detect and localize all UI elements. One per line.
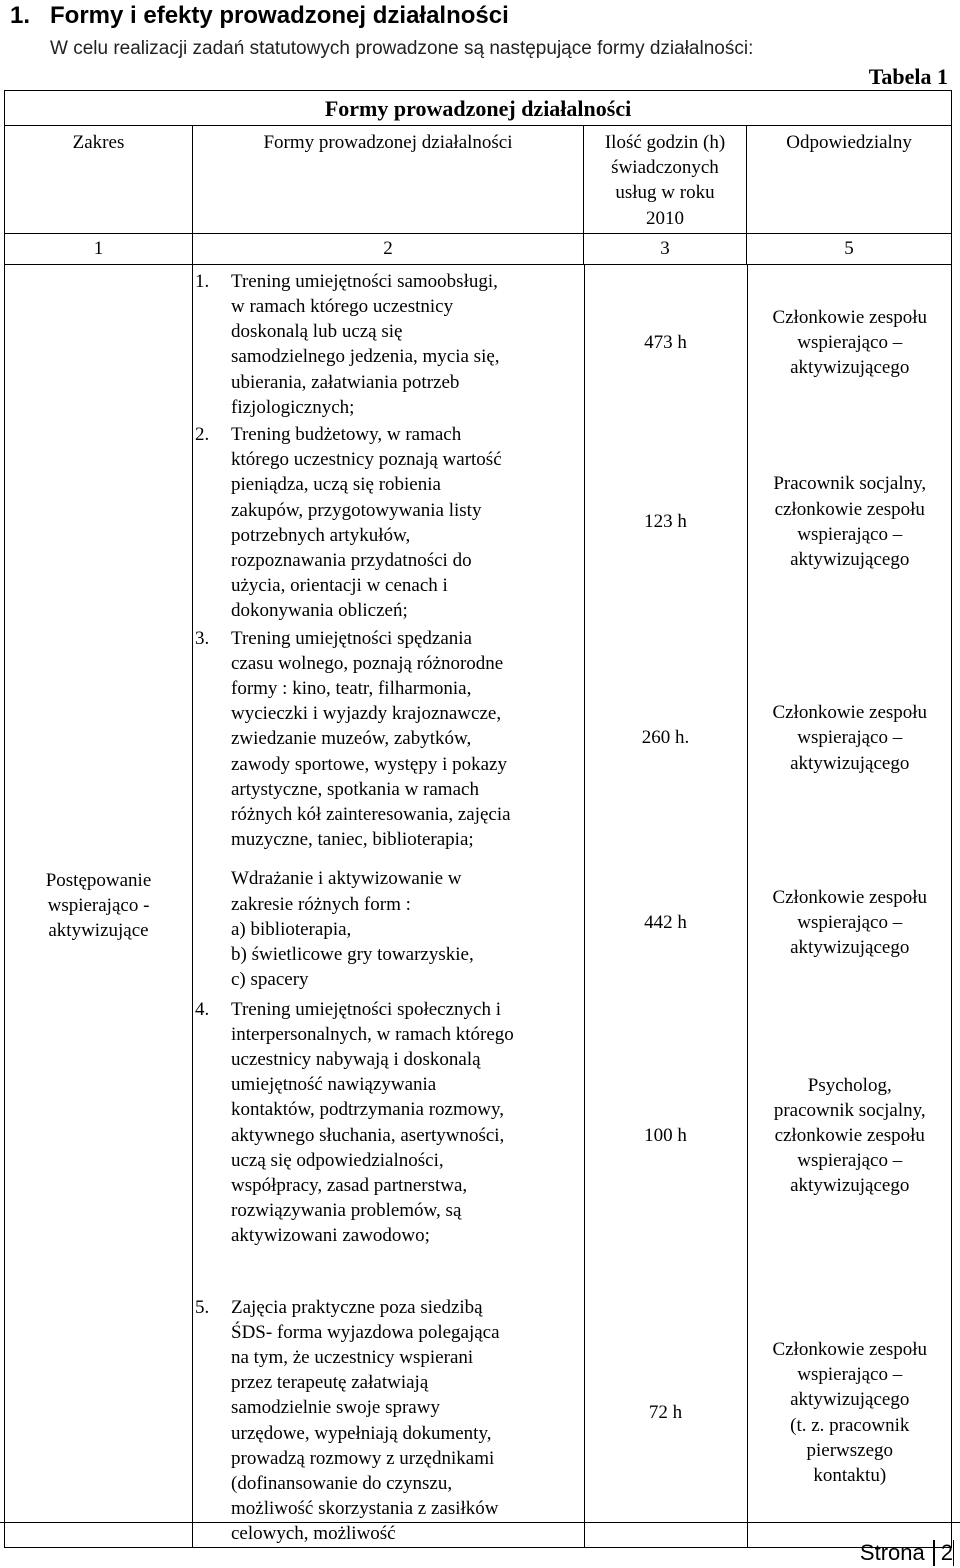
footer-rule [0,1522,960,1523]
item-text-line: prowadzą rozmowy z urzędnikami [231,1447,495,1469]
activities-list [193,265,952,1547]
hours-value: 473 h [584,265,747,420]
item-text-line: Trening umiejętności społecznych i [231,998,501,1020]
table-row [193,265,952,420]
item-text-line: aktywizowani zawodowo; [231,1225,430,1247]
item-text-line: interpersonalnych, w ramach którego [231,1023,514,1045]
list-item [193,997,584,1249]
table-caption: Formy prowadzonej działalności [5,91,952,126]
item-text-line: fizjologicznych; [231,396,355,418]
responsible-value [747,993,952,1279]
item-text-line: potrzebnych artykułów, [231,524,411,546]
table-header-row [5,126,952,234]
item-text-line: formy : kino, teatr, filharmonia, [231,678,472,700]
list-item [193,422,584,624]
item-text-line: którego uczestnicy poznają wartość [231,449,502,471]
item-text-line: pieniądza, uczą się robienia [231,474,441,496]
list-item [193,269,584,420]
activities-table [4,90,952,1548]
header-odpowiedzialny: Odpowiedzialny [747,126,952,234]
responsible-value [747,420,952,624]
section-heading [10,2,509,30]
item-text-line: na tym, że uczestnicy wspierani [231,1346,474,1368]
activity-description [193,265,584,420]
responsible-line: Psycholog, [807,1074,892,1096]
responsible-line: członkowie zespołu [774,498,925,520]
page-number: 2 [933,1540,953,1566]
column-number: 5 [747,233,952,264]
item-text [231,1295,584,1547]
responsible-line: wspierająco – [797,1364,903,1386]
section-title: Formy i efekty prowadzonej działalności [50,2,509,29]
item-text-line: w ramach którego uczestnicy [231,296,454,318]
responsible-line: wspierająco – [797,331,903,353]
item-text-line: kontaktów, podtrzymania rozmowy, [231,1099,504,1121]
item-text-line: b) świetlicowe gry towarzyskie, [231,944,474,966]
hours-value: 72 h [584,1279,747,1547]
item-text-line: celowych, możliwość [231,1523,396,1545]
responsible-line: Członkowie zespołu [772,306,928,328]
item-number: 4. [195,998,210,1020]
activity-description [193,420,584,624]
list-item [193,626,584,853]
responsible-line: kontaktu) [813,1464,887,1486]
item-text-line: doskonalą lub uczą się [231,321,403,343]
header-zakres: Zakres [5,126,193,234]
item-text-line: uczą się odpowiedzialności, [231,1149,444,1171]
responsible-line: pracownik socjalny, [773,1099,926,1121]
item-text-line: wycieczki i wyjazdy krajoznawcze, [231,703,502,725]
item-text-line: różnych kół zainteresowania, zajęcia [231,804,511,826]
responsible-line: pierwszego [806,1439,894,1461]
item-text-line: umiejętność nawiązywania [231,1074,437,1096]
activity-description [193,1279,584,1547]
item-text-line: muzyczne, taniec, biblioterapia; [231,829,474,851]
responsible-line: wspierająco – [797,911,903,933]
header-godziny-line: 2010 [646,207,684,229]
page-label: Strona [859,1540,925,1565]
item-text-line: Wdrażanie i aktywizowanie w [231,868,462,890]
table-row [193,624,952,853]
item-text-line: ubierania, załatwiania potrzeb [231,371,460,393]
zakres-line: wspierająco - [47,895,150,917]
item-text-line: urzędowe, wypełniają dokumenty, [231,1422,492,1444]
responsible-line: aktywizującego [790,549,910,571]
table-label: Tabela 1 [868,64,948,89]
item-number: 5. [195,1296,210,1318]
responsible-line: wspierająco – [797,1150,903,1172]
table-row [193,1279,952,1547]
hours-value: 260 h. [584,624,747,853]
item-text-line: rozpoznawania przydatności do [231,550,472,572]
activity-description [193,993,584,1279]
intro-text: W celu realizacji zadań statutowych prowadzone są następujące formy działalności: [50,38,754,59]
hours-value: 442 h [584,852,747,992]
table-row [193,852,952,992]
page-footer [860,1540,954,1566]
header-formy: Formy prowadzonej działalności [193,126,584,234]
table-row [193,993,952,1279]
hours-value: 100 h [584,993,747,1279]
responsible-line: aktywizującego [790,357,910,379]
item-text-line: Trening umiejętności spędzania [231,627,472,649]
activities-rows [193,265,952,1547]
header-godziny-line: świadczonych [611,157,719,179]
item-number: 1. [195,270,210,292]
responsible-line: Członkowie zespołu [772,1338,928,1360]
responsible-line: (t. z. pracownik [790,1414,910,1436]
item-text [231,626,584,853]
item-text [231,422,584,624]
responsible-value [747,852,952,992]
responsible-line: wspierająco – [797,523,903,545]
responsible-line: aktywizującego [790,1175,910,1197]
item-text-line: zwiedzanie muzeów, zabytków, [231,728,472,750]
item-text-line: użycia, orientacji w cenach i [231,575,448,597]
item-text-line: ŚDS- forma wyjazdowa polegająca [231,1321,500,1343]
table-row [193,420,952,624]
activity-description [193,624,584,853]
item-text-line: możliwość skorzystania z zasiłków [231,1498,499,1520]
responsible-line: Pracownik socjalny, [773,473,927,495]
column-number: 1 [5,233,193,264]
zakres-line: Postępowanie [45,869,152,891]
item-text-line: artystyczne, spotkania w ramach [231,778,479,800]
responsible-value [747,265,952,420]
table-body-row [5,264,952,1547]
responsible-line: aktywizującego [790,1389,910,1411]
responsible-line: aktywizującego [790,752,910,774]
item-text-line: współpracy, zasad partnerstwa, [231,1174,468,1196]
item-text-line: uczestnicy nabywają i doskonalą [231,1048,481,1070]
item-text-line: zakupów, przygotowywania listy [231,499,482,521]
column-number: 3 [584,233,747,264]
item-text-line: przez terapeutę załatwiają [231,1372,429,1394]
header-godziny-line: Ilość godzin (h) [604,132,726,153]
responsible-line: członkowie zespołu [774,1124,925,1146]
responsible-line: Członkowie zespołu [772,886,928,908]
item-number: 3. [195,627,210,649]
list-item [193,1295,584,1547]
item-text-line: czasu wolnego, poznają różnorodne [231,652,504,674]
header-godziny-line: usług w roku [615,182,715,204]
hours-value: 123 h [584,420,747,624]
activities-cell [193,264,952,1547]
responsible-line: Członkowie zespołu [772,702,928,724]
item-text-line: samodzielnie swoje sprawy [231,1397,440,1419]
responsible-value [747,624,952,853]
zakres-line: aktywizujące [48,920,149,942]
item-text-line: Zajęcia praktyczne poza siedzibą [231,1296,483,1318]
item-text-line: zakresie różnych form : [231,893,411,915]
zakres-cell [5,264,193,1547]
item-text [231,997,584,1249]
item-text-line: c) spacery [231,969,309,991]
column-numbers-row [5,233,952,264]
item-text [231,866,584,992]
responsible-line: aktywizującego [790,937,910,959]
item-text-line: Trening umiejętności samoobsługi, [231,270,498,292]
item-number: 2. [195,424,210,446]
section-number: 1. [10,2,31,29]
column-number: 2 [193,233,584,264]
item-number [193,866,231,992]
list-item [193,866,584,992]
responsible-line: wspierająco – [797,727,903,749]
item-text-line: aktywnego słuchania, asertywności, [231,1124,505,1146]
item-text [231,269,584,420]
item-text-line: Trening budżetowy, w ramach [231,424,462,446]
item-text-line: (dofinansowanie do czynszu, [231,1472,453,1494]
item-text-line: zawody sportowe, występy i pokazy [231,753,507,775]
item-text-line: samodzielnego jedzenia, mycia się, [231,346,500,368]
activity-description [193,852,584,992]
item-text-line: rozwiązywania problemów, są [231,1200,462,1222]
table-caption-row [5,91,952,126]
item-text-line: dokonywania obliczeń; [231,600,408,622]
responsible-value [747,1279,952,1547]
item-text-line: a) biblioterapia, [231,918,352,940]
header-godziny [584,126,747,234]
